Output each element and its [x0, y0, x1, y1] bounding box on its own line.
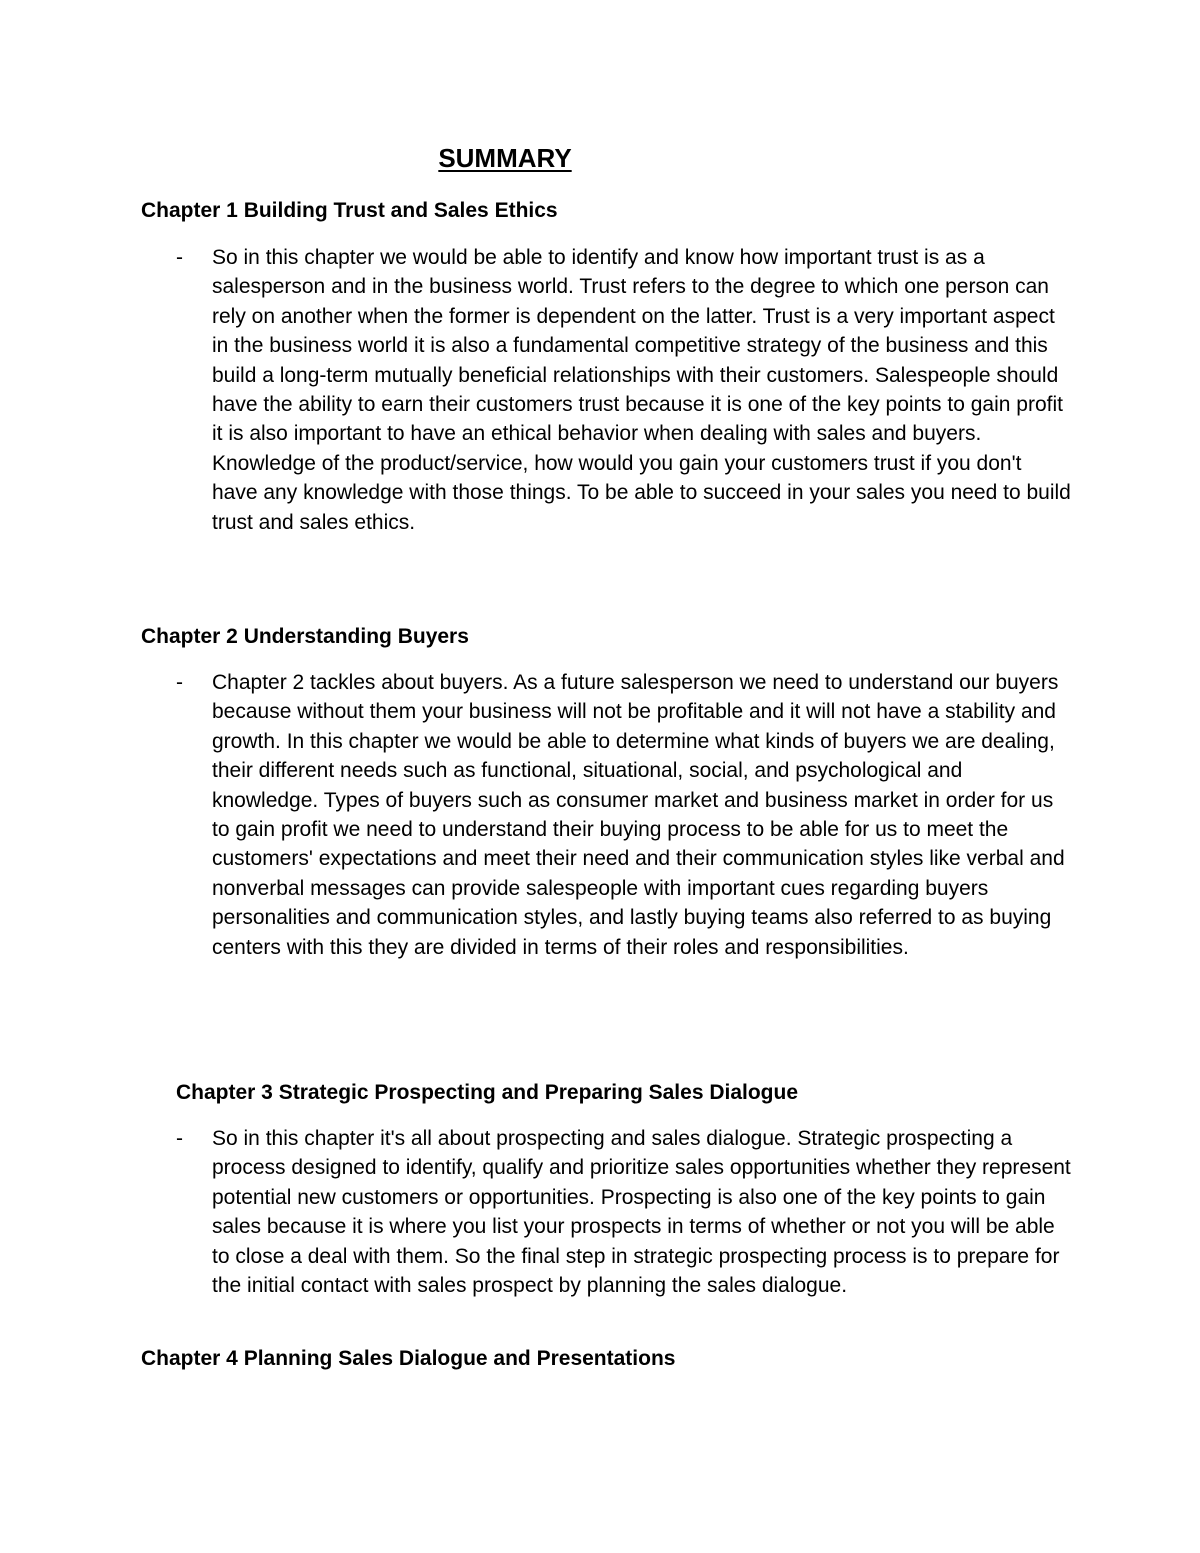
- chapter-1-heading: Chapter 1 Building Trust and Sales Ethics: [141, 199, 558, 222]
- chapter-1-bullet: -: [176, 246, 183, 269]
- document-title: SUMMARY: [438, 143, 572, 173]
- chapter-3-heading: Chapter 3 Strategic Prospecting and Preparing Sales Dialogue: [176, 1081, 799, 1104]
- chapter-1-summary: So in this chapter we would be able to identify and know how important trust is as a salesperson and in the business world. Trust refers to the degree to which one person can rely on another when the former is dependent on the latter. Trust is a very important aspect in the business world it is also a fundamental competitive strategy of the business and this build a long-term mutually beneficial relationships with their customers. Salespeople should have the ability to earn their customers trust because it is one of the key points to gain profit it is also important to have an ethical behavior when dealing with sales and buyers. Knowledge of the product/service, how would you gain your customers trust if you don't have any knowledge with those things. To be able to succeed in your sales you need to build trust and sales ethics.: [212, 246, 1071, 534]
- chapter-2-bullet: -: [176, 671, 183, 694]
- chapter-2-heading: Chapter 2 Understanding Buyers: [141, 625, 469, 648]
- chapter-3-bullet: -: [176, 1127, 183, 1150]
- chapter-4-heading: Chapter 4 Planning Sales Dialogue and Presentations: [141, 1347, 676, 1370]
- chapter-2-summary: Chapter 2 tackles about buyers. As a future salesperson we need to understand our buyers because without them your business will not be profitable and it will not have a stability and growth. In this chapter we would be able to determine what kinds of buyers we are dealing, their different needs such as functional, situational, social, and psychological and knowledge. Types of buyers such as consumer market and business market in order for us to gain profit we need to understand their buying process to be able for us to meet the customers' expectations and meet their need and their communication styles like verbal and nonverbal messages can provide salespeople with important cues regarding buyers personalities and communication styles, and lastly buying teams also referred to as buying centers with this they are divided in terms of their roles and responsibilities.: [212, 671, 1065, 959]
- chapter-3-summary: So in this chapter it's all about prospecting and sales dialogue. Strategic prospecting a process designed to identify, qualify and prioritize sales opportunities whether they represent potential new customers or opportunities. Prospecting is also one of the key points to gain sales because it is where you list your prospects in terms of whether or not you will be able to close a deal with them. So the final step in strategic prospecting process is to prepare for the initial contact with sales prospect by planning the sales dialogue.: [212, 1127, 1071, 1298]
